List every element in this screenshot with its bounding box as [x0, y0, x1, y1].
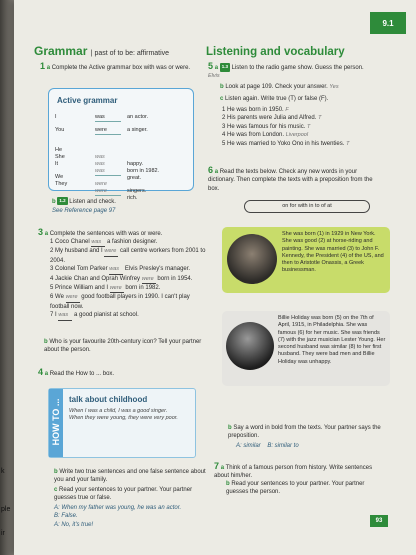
exercise-letter: a	[220, 465, 225, 471]
exercise-4a	[38, 368, 114, 378]
handwritten-answer: Elvis	[208, 73, 220, 80]
grammar-title: Grammar	[34, 44, 88, 58]
row-rest: an actor.	[127, 114, 149, 120]
how-to-label: HOW TO ...	[51, 398, 61, 446]
how-to-examples	[69, 408, 178, 422]
dialog-line: A: When my father was young, he was an actor.	[54, 505, 182, 511]
exercise-4c	[54, 486, 206, 503]
card-text: Billie Holiday was born (5) on the 7th of April, 1915, in Philadelphia. She was famous (6) for her music. She was friends (7) with the jazz musician Lester Young. Her second husband was similar (8) to her first husband. They were bad men and Billie Holiday was unhappy.	[278, 315, 386, 365]
exercise-text: Listen to the radio game show. Guess the person.	[231, 65, 364, 71]
listening-heading: Listening and vocabulary	[206, 46, 345, 58]
list-item: 2 His parents were Julia and Alfred. T	[222, 115, 322, 122]
list-item: 1 Coco Chanel was a fashion designer.	[50, 238, 210, 247]
exercise-letter: b	[220, 84, 224, 90]
exercise-letter: b	[228, 425, 232, 431]
how-to-title: talk about childhood	[69, 395, 148, 404]
exercise-text: Read your sentences to your partner. Your partner guesses true or false.	[54, 487, 193, 502]
unit-badge: 9.1	[370, 12, 406, 34]
true-false-list	[222, 106, 386, 148]
exercise-text: Read the texts below. Check any new words in your dictionary. Then complete the texts with a preposition from the box.	[208, 169, 373, 192]
exercise-number: 1	[40, 61, 46, 71]
handwritten-answer: Yes	[329, 84, 339, 90]
row-subject: He She It	[55, 147, 65, 167]
how-to-example: When they were young, they were very poor.	[69, 415, 178, 421]
row-rest: a singer.	[127, 127, 148, 133]
dialog-line: B: False.	[54, 513, 78, 520]
exercise-number: 3	[38, 227, 44, 237]
grammar-heading: Grammar | past of to be: affirmative	[34, 44, 170, 58]
list-item: 4 Jackie Chan and Oprah Winfrey were born in 1954.	[50, 275, 210, 284]
exercise-5a	[208, 62, 376, 81]
exercise-letter: a	[214, 169, 219, 175]
text-card-kennedy	[222, 227, 390, 293]
exercise-letter: b	[44, 339, 48, 345]
exercise-text: Look at page 109. Check your answer.	[225, 84, 328, 90]
active-grammar-title: Active grammar	[57, 96, 118, 105]
grammar-subtitle: past of to be: affirmative	[94, 50, 170, 57]
card-text: She was born (1) in 1929 in New York. She was good (2) at horse-riding and painting. She was married (3) to John F. Kennedy, the President (4) of the US, and then to Aristotle Onassis, a Greek businessman.	[282, 231, 384, 274]
exercise-number: 6	[208, 165, 214, 175]
exercise-letter: a	[214, 65, 219, 71]
exercise-3b	[44, 338, 208, 355]
exercise-7b	[226, 480, 382, 497]
how-to-example: When I was a child, I was a good singer.	[69, 408, 168, 414]
exercise-7a	[214, 462, 382, 481]
exercise-letter: b	[52, 198, 56, 205]
list-item: 6 We were good football players in 1990. I can't play football now.	[50, 294, 190, 310]
exercise-4b	[54, 468, 206, 485]
exercise-text: Listen and check.	[69, 198, 116, 205]
edge-mark: k	[1, 468, 5, 475]
list-item: 2 My husband and I were call centre workers from 2001 to 2004.	[50, 248, 206, 264]
row-subject: I	[55, 114, 57, 120]
how-to-label-bar	[49, 389, 63, 457]
list-item: 5 Prince William and I were born in 1982.	[50, 284, 210, 293]
how-to-box	[48, 388, 196, 458]
list-item: 3 Colonel Tom Parker was Elvis Presley's manager.	[50, 265, 210, 274]
list-item: 7 I was a good pianist at school.	[50, 311, 210, 320]
audio-track-badge: 1.2	[57, 197, 67, 205]
exercise-text: Complete the Active grammar box with was or were.	[51, 65, 191, 71]
exercise-text: Write two true sentences and one false sentence about you and your family.	[54, 469, 206, 484]
exercise-5c	[220, 95, 380, 103]
exercise-text: Read your sentences to your partner. Your partner guesses the person.	[226, 481, 365, 496]
exercise-letter: a	[46, 65, 51, 71]
text-card-holiday	[222, 311, 390, 386]
row-verb: was was was	[95, 154, 121, 176]
row-verb: were	[95, 127, 121, 135]
exercise-letter: b	[54, 469, 58, 475]
preposition-word-box: on for with in to of at	[244, 200, 370, 213]
row-subject: You	[55, 127, 65, 133]
exercise-text: Say a word in bold from the texts. Your partner says the preposition.	[228, 425, 381, 440]
exercise-text: Think of a famous person from history. Write sentences about him/her.	[214, 465, 373, 480]
exercise-5b	[220, 83, 380, 91]
audio-track-badge: 1.3	[220, 63, 230, 71]
exercise-1a	[40, 62, 200, 72]
dialog-example	[54, 504, 206, 529]
exercise-text: Complete the sentences with was or were.	[49, 231, 163, 237]
list-item: 4 He was from London. Liverpool	[222, 132, 309, 139]
exercise-6b	[228, 424, 388, 441]
edge-mark: ir	[1, 530, 5, 537]
row-verb: were were	[95, 181, 121, 196]
page-number: 93	[370, 515, 388, 527]
exercise-letter: a	[44, 231, 49, 237]
exercise-number: 4	[38, 367, 44, 377]
dialog-line: A: No, it's true!	[54, 521, 94, 528]
row-verb: was	[95, 114, 121, 122]
edge-mark: ple	[1, 506, 11, 513]
portrait-photo	[226, 322, 274, 370]
exercise-3a	[38, 228, 204, 238]
textbook-page	[14, 0, 416, 555]
list-item: 1 He was born in 1950. F	[222, 107, 289, 113]
exercise-6a	[208, 166, 378, 193]
exercise-number: 7	[214, 461, 220, 471]
exercise-text: Read the How to ... box.	[49, 371, 115, 377]
exercise-text: Listen again. Write true (T) or false (F).	[225, 96, 329, 102]
row-rest: happy. born in 1982. great.	[127, 161, 160, 181]
left-page-edge	[0, 0, 14, 555]
portrait-photo	[227, 234, 277, 284]
list-item: 3 He was famous for his music. T	[222, 123, 311, 130]
exercise-6b-example: A: similar B: similar to	[236, 443, 299, 449]
exercise-letter: c	[220, 96, 224, 102]
row-subject: We They	[55, 174, 68, 187]
exercise-letter: b	[226, 481, 230, 487]
exercise-text: Who is your favourite 20th-century icon? Tell your partner about the person.	[44, 339, 202, 354]
exercise-1b	[52, 197, 116, 206]
exercise-number: 5	[208, 61, 214, 71]
list-item: 5 He was married to Yoko Ono in his twenties. T	[222, 140, 350, 147]
exercise-letter: a	[44, 371, 49, 377]
exercise-letter: c	[54, 487, 58, 493]
exercise-3-list	[50, 238, 210, 321]
see-reference: See Reference page 97	[52, 208, 116, 214]
row-rest: singers. rich.	[127, 188, 147, 201]
